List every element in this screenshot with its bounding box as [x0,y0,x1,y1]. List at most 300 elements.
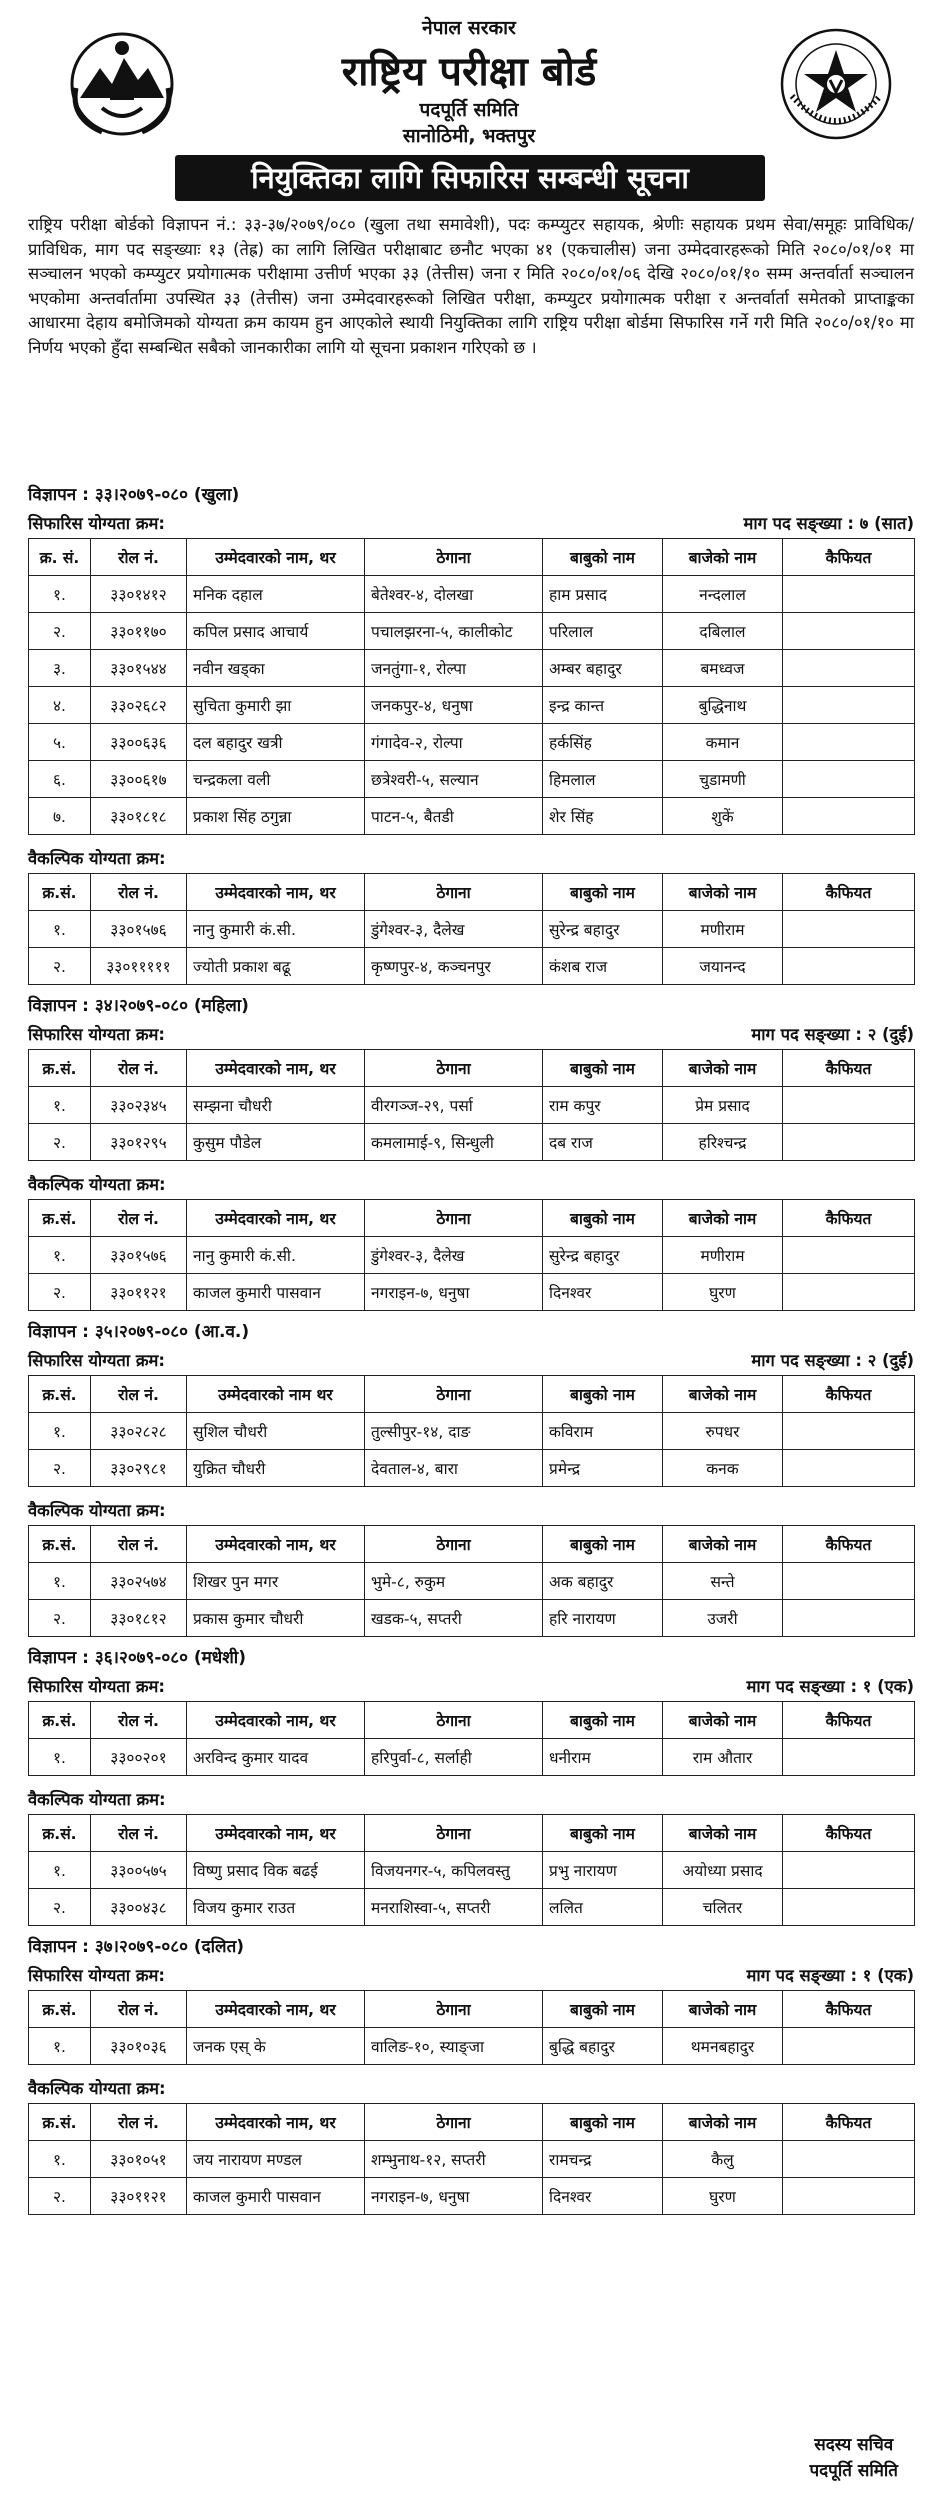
table-cell: सुरेन्द्र बहादुर [543,911,663,948]
column-header: उम्मेदवारको नाम, थर [187,1200,365,1237]
column-header: बाबुको नाम [543,2104,663,2141]
table-cell: वीरगञ्ज-२९, पर्सा [365,1087,543,1124]
table-cell [783,1739,915,1776]
column-header: उम्मेदवारको नाम, थर [187,1526,365,1563]
table-row [29,613,915,650]
table-header-row [29,539,915,576]
table-cell [783,2141,915,2178]
table-cell [783,1600,915,1637]
table-cell: ६. [29,761,91,798]
table-cell: दल बहादुर खत्री [187,724,365,761]
table-cell: हरिपुर्वा-८, सर्लाही [365,1739,543,1776]
column-header: बाबुको नाम [543,1200,663,1237]
table-cell [783,1124,915,1161]
table-cell: ३३०१११११ [91,948,187,985]
table-cell: गंगादेव-२, रोल्पा [365,724,543,761]
column-header: बाजेको नाम [663,1376,783,1413]
column-header: उम्मेदवारको नाम, थर [187,1050,365,1087]
alternative-table [28,1199,915,1311]
demand-count: माग पद सङ्ख्या : ७ (सात) [743,514,914,533]
table-cell: नानु कुमारी कं.सी. [187,911,365,948]
sections-container [28,480,914,2215]
table-cell: अरविन्द कुमार यादव [187,1739,365,1776]
column-header: क्र.सं. [29,874,91,911]
column-header: कैफियत [783,1991,915,2028]
advertisement-number: विज्ञापन : ३३।२०७९-०८० (खुला) [28,485,240,505]
advertisement-section [28,1317,914,1637]
table-cell: कपिल प्रसाद आचार्य [187,613,365,650]
table-cell: डुंगेश्वर-३, दैलेख [365,1237,543,1274]
column-header: बाजेको नाम [663,1702,783,1739]
table-cell: हरि नारायण [543,1600,663,1637]
table-cell: देवताल-४, बारा [365,1450,543,1487]
column-header: रोल नं. [91,1702,187,1739]
table-cell: शुकें [663,798,783,835]
recommended-label: सिफारिस योग्यता क्रम: [28,1966,165,1985]
table-cell: ४. [29,687,91,724]
table-header-row [29,1200,915,1237]
column-header: क्र.सं. [29,1050,91,1087]
table-cell: काजल कुमारी पासवान [187,2178,365,2215]
table-cell: धनीराम [543,1739,663,1776]
table-cell: ३३०२९८१ [91,1450,187,1487]
table-cell [783,576,915,613]
table-cell: जनक एस् के [187,2028,365,2065]
column-header: क्र.सं. [29,1526,91,1563]
table-cell: २. [29,2178,91,2215]
table-row [29,1237,915,1274]
signature-block [809,2432,898,2484]
table-cell: भुमे-८, रुकुम [365,1563,543,1600]
table-cell: ३३०२३४५ [91,1087,187,1124]
demand-count: माग पद सङ्ख्या : १ (एक) [746,1966,914,1985]
column-header: ठेगाना [365,1050,543,1087]
alternative-label: वैकल्पिक योग्यता क्रम: [28,1501,166,1520]
recommended-table [28,1049,915,1161]
table-cell: सम्झना चौधरी [187,1087,365,1124]
table-header-row [29,1050,915,1087]
column-header: बाजेको नाम [663,874,783,911]
table-cell: २. [29,1600,91,1637]
table-cell: ३३००४३८ [91,1889,187,1926]
column-header: क्र.सं. [29,1376,91,1413]
table-row [29,2178,915,2215]
table-row [29,724,915,761]
table-cell: पचालझरना-५, कालीकोट [365,613,543,650]
recommended-label: सिफारिस योग्यता क्रम: [28,514,165,533]
table-row [29,1739,915,1776]
table-cell: २. [29,1124,91,1161]
table-row [29,1274,915,1311]
column-header: ठेगाना [365,1200,543,1237]
table-cell: दिनश्वर [543,2178,663,2215]
table-cell [783,1237,915,1274]
table-cell: रामचन्द्र [543,2141,663,2178]
table-cell: खडक-५, सप्तरी [365,1600,543,1637]
table-cell: शिखर पुन मगर [187,1563,365,1600]
table-cell: कमान [663,724,783,761]
recommended-table [28,538,915,835]
recommended-table [28,1701,915,1776]
table-cell: कविराम [543,1413,663,1450]
table-cell [783,1563,915,1600]
column-header: कैफियत [783,1702,915,1739]
table-cell [783,1889,915,1926]
table-cell: घुरण [663,1274,783,1311]
table-cell [783,911,915,948]
column-header: ठेगाना [365,874,543,911]
table-row [29,1087,915,1124]
table-cell: ३३०१५४४ [91,650,187,687]
table-cell: ३३००६३६ [91,724,187,761]
column-header: उम्मेदवारको नाम, थर [187,1991,365,2028]
column-header: उम्मेदवारको नाम थर [187,1376,365,1413]
demand-count: माग पद सङ्ख्या : १ (एक) [746,1677,914,1696]
table-cell: कनक [663,1450,783,1487]
board-address: सानोठिमी, भक्तपुर [402,125,536,147]
table-cell: ३३००२०१ [91,1739,187,1776]
table-cell: सुरेन्द्र बहादुर [543,1237,663,1274]
column-header: कैफियत [783,1200,915,1237]
table-cell: सन्ते [663,1563,783,1600]
column-header: बाबुको नाम [543,1050,663,1087]
table-row [29,1852,915,1889]
advertisement-section [28,1643,914,1926]
table-cell: सुचिता कुमारी झा [187,687,365,724]
table-cell: थमनबहादुर [663,2028,783,2065]
table-cell: ललित [543,1889,663,1926]
alternative-table [28,1814,915,1926]
table-row [29,1889,915,1926]
column-header: बाजेको नाम [663,1200,783,1237]
table-cell: ३३०२६८२ [91,687,187,724]
table-cell [783,1450,915,1487]
notice-intro: राष्ट्रिय परीक्षा बोर्डको विज्ञापन नं.: ३३-३७/२०७९/०८० (खुला तथा समावेशी), पदः कम्प्युटर सहायक, श्रेणीः सहायक प्रथम सेवा/समूहः प्राविधिक/प्राविधिक, माग पद सङ्ख्याः १३ (तेह्र) का लागि लिखित परीक्षाबाट छनौट भएका ४१ (एकचालीस) जना उम्मेदवारहरूको मिति २०८०/०१/०१ मा सञ्चालन भएको कम्प्युटर प्रयोगात्मक परीक्षामा उत्तीर्ण भएका ३३ (तेत्तीस) जना र मिति २०८०/०१/०६ देखि २०८०/०१/१० सम्म अन्तर्वार्ता सञ्चालन भएकोमा अन्तर्वार्तामा उपस्थित ३३ (तेत्तीस) जना उम्मेदवारहरूको लिखित परीक्षा, कम्प्युटर प्रयोगात्मक परीक्षा र अन्तर्वार्ता समेतको प्राप्ताङ्कका आधारमा देहाय बमोजिमको योग्यता क्रम कायम हुन आएकोले स्थायी नियुक्तिका लागि राष्ट्रिय परीक्षा बोर्डमा सिफारिस गर्ने गरी मिति २०८०/०१/१० मा निर्णय भएको हुँदा सम्बन्धित सबैको जानकारीका लागि यो सूचना प्रकाशन गरिएको छ । [28,215,914,357]
table-cell: १. [29,1563,91,1600]
recommended-heading-row [28,1021,914,1049]
advertisement-number: विज्ञापन : ३६।२०७९-०८० (मधेशी) [28,1648,246,1668]
advertisement-section [28,991,914,1311]
table-cell: विजय कुमार राउत [187,1889,365,1926]
alternative-label: वैकल्पिक योग्यता क्रम: [28,2079,166,2098]
column-header: उम्मेदवारको नाम, थर [187,2104,365,2141]
table-cell [783,1087,915,1124]
table-cell: डुंगेश्वर-३, दैलेख [365,911,543,948]
column-header: कैफियत [783,874,915,911]
alternative-label: वैकल्पिक योग्यता क्रम: [28,1175,166,1194]
table-cell: विजयनगर-५, कपिलवस्तु [365,1852,543,1889]
table-cell: शेर सिंह [543,798,663,835]
table-cell: कमलामाई-९, सिन्धुली [365,1124,543,1161]
column-header: रोल नं. [91,1991,187,2028]
table-row [29,798,915,835]
column-header: रोल नं. [91,2104,187,2141]
table-cell: मणीराम [663,911,783,948]
table-cell: जय नारायण मण्डल [187,2141,365,2178]
table-cell: चुडामणी [663,761,783,798]
advertisement-number: विज्ञापन : ३४।२०७९-०८० (महिला) [28,996,249,1016]
column-header: क्र.सं. [29,1991,91,2028]
table-cell: १. [29,1852,91,1889]
notice-header [0,0,938,195]
recommended-heading-row [28,510,914,538]
alternative-label: वैकल्पिक योग्यता क्रम: [28,1790,166,1809]
table-cell: युक्रित चौधरी [187,1450,365,1487]
advertisement-number: विज्ञापन : ३७।२०७९-०८० (दलित) [28,1937,245,1957]
recommended-heading-row [28,1962,914,1990]
table-cell: १. [29,1237,91,1274]
column-header: बाजेको नाम [663,1050,783,1087]
table-cell: १. [29,1413,91,1450]
alternative-table [28,2103,915,2215]
column-header: बाबुको नाम [543,539,663,576]
table-cell: ३. [29,650,91,687]
table-cell [783,613,915,650]
table-cell: दबिलाल [663,613,783,650]
column-header: रोल नं. [91,874,187,911]
table-row [29,1600,915,1637]
demand-count: माग पद सङ्ख्या : २ (दुई) [751,1025,914,1044]
table-cell: दिनश्वर [543,1274,663,1311]
notice-title: नियुक्तिका लागि सिफारिस सम्बन्धी सूचना [175,155,765,201]
table-cell: ३३०११२१ [91,1274,187,1311]
table-cell: ३३००५७५ [91,1852,187,1889]
table-cell: उजरी [663,1600,783,1637]
table-cell: मणीराम [663,1237,783,1274]
table-cell: नानु कुमारी कं.सी. [187,1237,365,1274]
table-cell: १. [29,2028,91,2065]
table-cell: ५. [29,724,91,761]
table-row [29,650,915,687]
table-cell: १. [29,2141,91,2178]
table-cell: जयानन्द [663,948,783,985]
recommended-label: सिफारिस योग्यता क्रम: [28,1025,165,1044]
table-cell: १. [29,911,91,948]
table-header-row [29,2104,915,2141]
column-header: बाबुको नाम [543,1991,663,2028]
column-header: उम्मेदवारको नाम, थर [187,539,365,576]
table-cell [783,2178,915,2215]
table-cell: २. [29,613,91,650]
table-cell: ३३०१८१२ [91,1600,187,1637]
table-cell: प्रमेन्द्र [543,1450,663,1487]
table-cell: परिलाल [543,613,663,650]
column-header: बाबुको नाम [543,874,663,911]
table-cell: जनकपुर-४, धनुषा [365,687,543,724]
table-cell: ७. [29,798,91,835]
recommended-label: सिफारिस योग्यता क्रम: [28,1677,165,1696]
table-cell: ३३०१२९५ [91,1124,187,1161]
table-cell [783,2028,915,2065]
column-header: ठेगाना [365,1376,543,1413]
column-header: बाजेको नाम [663,539,783,576]
table-cell: ३३०११२१ [91,2178,187,2215]
recommended-table [28,1375,915,1487]
table-cell: वालिङ-१०, स्याङ्जा [365,2028,543,2065]
column-header: कैफियत [783,2104,915,2141]
table-cell: १. [29,576,91,613]
table-cell: नन्दलाल [663,576,783,613]
column-header: ठेगाना [365,1815,543,1852]
board-seal-icon [778,26,894,142]
advertisement-number: विज्ञापन : ३५।२०७९-०८० (आ.व.) [28,1322,250,1342]
table-cell: २. [29,1889,91,1926]
table-cell: इन्द्र कान्त [543,687,663,724]
column-header: रोल नं. [91,1815,187,1852]
table-cell: बुद्धिनाथ [663,687,783,724]
table-cell: हर्कसिंह [543,724,663,761]
table-cell: मनिक दहाल [187,576,365,613]
table-cell: ३३०१०३६ [91,2028,187,2065]
column-header: उम्मेदवारको नाम, थर [187,1702,365,1739]
table-cell: हाम प्रसाद [543,576,663,613]
alternative-table [28,1525,915,1637]
gov-label: नेपाल सरकार [422,17,516,39]
table-row [29,687,915,724]
table-cell: प्रेम प्रसाद [663,1087,783,1124]
table-cell: नगराइन-७, धनुषा [365,1274,543,1311]
table-cell: बुद्धि बहादुर [543,2028,663,2065]
table-row [29,2028,915,2065]
table-cell: ३३०२८२८ [91,1413,187,1450]
column-header: क्र.सं. [29,1200,91,1237]
column-header: बाजेको नाम [663,2104,783,2141]
table-cell: नगराइन-७, धनुषा [365,2178,543,2215]
column-header: रोल नं. [91,1376,187,1413]
board-name: राष्ट्रिय परीक्षा बोर्ड [341,49,597,95]
table-cell: ३३०२५७४ [91,1563,187,1600]
table-row [29,1413,915,1450]
advertisement-section [28,480,914,985]
column-header: बाबुको नाम [543,1526,663,1563]
column-header: ठेगाना [365,1702,543,1739]
column-header: कैफियत [783,1526,915,1563]
demand-count: माग पद सङ्ख्या : २ (दुई) [751,1351,914,1370]
signature-committee: पदपूर्ति समिति [809,2461,898,2481]
table-cell: दब राज [543,1124,663,1161]
table-header-row [29,1702,915,1739]
table-cell: कैलु [663,2141,783,2178]
column-header: बाजेको नाम [663,1526,783,1563]
table-cell: छत्रेश्वरी-५, सल्यान [365,761,543,798]
column-header: क्र. सं. [29,539,91,576]
table-cell: अयोध्या प्रसाद [663,1852,783,1889]
table-cell [783,761,915,798]
table-cell: काजल कुमारी पासवान [187,1274,365,1311]
column-header: उम्मेदवारको नाम, थर [187,874,365,911]
alternative-label: वैकल्पिक योग्यता क्रम: [28,849,166,868]
table-cell: बेतेश्वर-४, दोलखा [365,576,543,613]
column-header: बाजेको नाम [663,1991,783,2028]
table-cell: हिमलाल [543,761,663,798]
column-header: ठेगाना [365,539,543,576]
column-header: ठेगाना [365,1991,543,2028]
column-header: क्र.सं. [29,2104,91,2141]
column-header: ठेगाना [365,1526,543,1563]
table-cell: ३३०१५७६ [91,1237,187,1274]
table-cell: ज्योती प्रकाश बढू [187,948,365,985]
table-cell: सुशिल चौधरी [187,1413,365,1450]
table-cell: अम्बर बहादुर [543,650,663,687]
table-row [29,576,915,613]
table-cell: ३३०१८१८ [91,798,187,835]
column-header: बाबुको नाम [543,1702,663,1739]
column-header: रोल नं. [91,1050,187,1087]
column-header: कैफियत [783,1376,915,1413]
table-cell: चलितर [663,1889,783,1926]
column-header: उम्मेदवारको नाम, थर [187,1815,365,1852]
table-cell: पाटन-५, बैतडी [365,798,543,835]
table-cell: अक बहादुर [543,1563,663,1600]
table-cell: कुसुम पौडेल [187,1124,365,1161]
table-row [29,911,915,948]
table-cell: नवीन खड्का [187,650,365,687]
table-row [29,1450,915,1487]
column-header: बाबुको नाम [543,1815,663,1852]
table-cell: ३३०१४१२ [91,576,187,613]
table-row [29,1124,915,1161]
column-header: रोल नं. [91,1200,187,1237]
committee-name: पदपूर्ति समिति [419,99,519,121]
table-row [29,2141,915,2178]
table-cell [783,798,915,835]
table-header-row [29,1815,915,1852]
table-cell [783,724,915,761]
table-cell: ३३०११७० [91,613,187,650]
table-cell [783,650,915,687]
table-cell: बमध्वज [663,650,783,687]
column-header: कैफियत [783,539,915,576]
table-row [29,948,915,985]
table-header-row [29,874,915,911]
recommended-table [28,1990,915,2065]
table-cell: २. [29,948,91,985]
column-header: रोल नं. [91,539,187,576]
table-cell: २. [29,1274,91,1311]
column-header: क्र.सं. [29,1702,91,1739]
table-cell: २. [29,1450,91,1487]
column-header: बाबुको नाम [543,1376,663,1413]
advertisement-section [28,1932,914,2215]
table-cell [783,1413,915,1450]
table-cell: घुरण [663,2178,783,2215]
recommended-heading-row [28,1673,914,1701]
table-cell: राम कपुर [543,1087,663,1124]
table-header-row [29,1991,915,2028]
table-cell: प्रकाश सिंह ठगुन्ना [187,798,365,835]
column-header: बाजेको नाम [663,1815,783,1852]
table-cell: प्रभु नारायण [543,1852,663,1889]
column-header: रोल नं. [91,1526,187,1563]
recommended-label: सिफारिस योग्यता क्रम: [28,1351,165,1370]
table-cell [783,948,915,985]
table-cell [783,687,915,724]
column-header: कैफियत [783,1050,915,1087]
table-row [29,1563,915,1600]
table-cell: हरिश्चन्द्र [663,1124,783,1161]
alternative-table [28,873,915,985]
table-cell: तुल्सीपुर-१४, दाङ [365,1413,543,1450]
table-cell: मनराशिस्वा-५, सप्तरी [365,1889,543,1926]
table-cell: १. [29,1739,91,1776]
column-header: क्र.सं. [29,1815,91,1852]
table-cell: चन्द्रकला वली [187,761,365,798]
column-header: कैफियत [783,1815,915,1852]
table-header-row [29,1376,915,1413]
table-cell: ३३००६१७ [91,761,187,798]
table-cell: जनतुंगा-१, रोल्पा [365,650,543,687]
table-row [29,761,915,798]
